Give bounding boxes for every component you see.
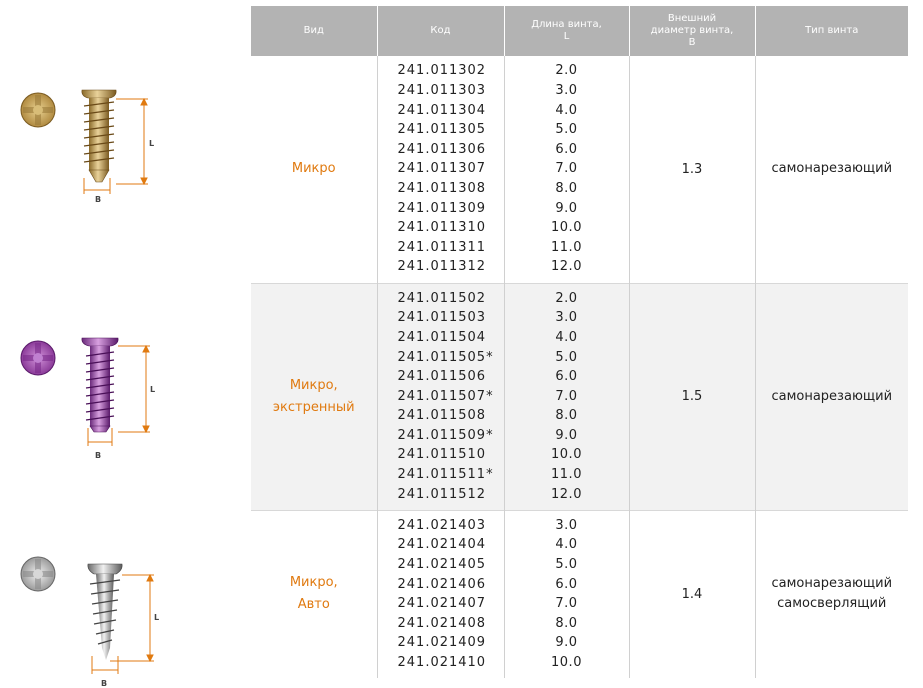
header-length: Длина винта, L bbox=[504, 6, 629, 56]
list-item: 9.0 bbox=[555, 200, 578, 216]
list-item: 10.0 bbox=[551, 447, 582, 463]
header-type: Тип винта bbox=[755, 6, 908, 56]
diameter-label: B bbox=[101, 679, 108, 688]
screw-type-value: самонарезающий bbox=[755, 283, 908, 510]
list-item: 12.0 bbox=[551, 486, 582, 502]
list-item: 241.011307 bbox=[397, 161, 487, 177]
diameter-value: 1.3 bbox=[629, 56, 755, 283]
list-item: 241.011312 bbox=[397, 259, 487, 275]
list-item: 3.0 bbox=[555, 310, 578, 326]
group-name: Микро, Авто bbox=[251, 510, 377, 678]
list-item: 8.0 bbox=[555, 408, 578, 424]
length-label: L bbox=[150, 385, 156, 394]
list-item: 241.021410 bbox=[397, 655, 487, 671]
codes-list bbox=[377, 56, 504, 283]
list-item: 8.0 bbox=[555, 181, 578, 197]
screw-illustration-micro bbox=[18, 86, 168, 206]
list-item: 7.0 bbox=[555, 596, 578, 612]
list-item: 241.011512 bbox=[397, 486, 487, 502]
lengths-list bbox=[504, 283, 629, 510]
list-item: 7.0 bbox=[555, 388, 578, 404]
list-item: 241.011310 bbox=[397, 220, 487, 236]
list-item: 241.021405 bbox=[397, 557, 487, 573]
list-item: 241.011304 bbox=[397, 102, 487, 118]
screw-type-value: самонарезающий самосверлящий bbox=[755, 510, 908, 678]
codes-list bbox=[377, 283, 504, 510]
screw-type-value: самонарезающий bbox=[755, 56, 908, 283]
list-item: 11.0 bbox=[551, 239, 582, 255]
list-item: 241.021407 bbox=[397, 596, 487, 612]
screw-head-top-view bbox=[21, 557, 55, 591]
list-item: 10.0 bbox=[551, 220, 582, 236]
list-item: 241.011505* bbox=[397, 349, 494, 365]
screw-spec-table bbox=[251, 6, 908, 678]
diameter-value: 1.4 bbox=[629, 510, 755, 678]
list-item: 8.0 bbox=[555, 615, 578, 631]
list-item: 241.011311 bbox=[397, 239, 487, 255]
list-item: 241.011302 bbox=[397, 63, 487, 79]
list-item: 241.011503 bbox=[397, 310, 487, 326]
lengths-list bbox=[504, 56, 629, 283]
screw-head-top-view bbox=[21, 341, 55, 375]
group-row-micro bbox=[251, 56, 908, 283]
list-item: 241.021409 bbox=[397, 635, 487, 651]
header-vid: Вид bbox=[251, 6, 377, 56]
list-item: 241.011509* bbox=[397, 427, 494, 443]
list-item: 241.021406 bbox=[397, 576, 487, 592]
diameter-value: 1.5 bbox=[629, 283, 755, 510]
list-item: 10.0 bbox=[551, 655, 582, 671]
list-item: 241.011305 bbox=[397, 122, 487, 138]
list-item: 241.011308 bbox=[397, 181, 487, 197]
list-item: 241.011306 bbox=[397, 141, 487, 157]
list-item: 241.021408 bbox=[397, 615, 487, 631]
list-item: 241.011502 bbox=[397, 290, 487, 306]
list-item: 4.0 bbox=[555, 102, 578, 118]
list-item: 4.0 bbox=[555, 537, 578, 553]
header-diameter: Внешний диаметр винта, B bbox=[629, 6, 755, 56]
screw-illustration-emergency bbox=[18, 334, 168, 464]
group-name: Микро, экстренный bbox=[251, 283, 377, 510]
group-row-auto bbox=[251, 510, 908, 678]
list-item: 241.011507* bbox=[397, 388, 494, 404]
list-item: 2.0 bbox=[555, 290, 578, 306]
group-row-emergency bbox=[251, 283, 908, 510]
list-item: 2.0 bbox=[555, 63, 578, 79]
list-item: 241.011506 bbox=[397, 369, 487, 385]
list-item: 9.0 bbox=[555, 635, 578, 651]
list-item: 11.0 bbox=[551, 467, 582, 483]
list-item: 241.011511* bbox=[397, 467, 494, 483]
list-item: 241.021403 bbox=[397, 517, 487, 533]
screw-illustration-auto bbox=[18, 556, 168, 688]
lengths-list bbox=[504, 510, 629, 678]
list-item: 7.0 bbox=[555, 161, 578, 177]
list-item: 9.0 bbox=[555, 427, 578, 443]
diameter-label: B bbox=[95, 451, 102, 460]
length-label: L bbox=[154, 613, 160, 622]
header-kod: Код bbox=[377, 6, 504, 56]
list-item: 241.011303 bbox=[397, 83, 487, 99]
list-item: 241.011510 bbox=[397, 447, 487, 463]
table-header-row bbox=[251, 6, 908, 56]
codes-list bbox=[377, 510, 504, 678]
list-item: 6.0 bbox=[555, 369, 578, 385]
list-item: 241.011508 bbox=[397, 408, 487, 424]
list-item: 241.011504 bbox=[397, 329, 487, 345]
list-item: 3.0 bbox=[555, 83, 578, 99]
list-item: 241.021404 bbox=[397, 537, 487, 553]
list-item: 5.0 bbox=[555, 122, 578, 138]
list-item: 5.0 bbox=[555, 349, 578, 365]
list-item: 12.0 bbox=[551, 259, 582, 275]
screw-head-top-view bbox=[21, 93, 55, 127]
list-item: 6.0 bbox=[555, 141, 578, 157]
list-item: 6.0 bbox=[555, 576, 578, 592]
list-item: 5.0 bbox=[555, 557, 578, 573]
list-item: 241.011309 bbox=[397, 200, 487, 216]
diameter-label: B bbox=[95, 195, 102, 204]
list-item: 4.0 bbox=[555, 329, 578, 345]
list-item: 3.0 bbox=[555, 517, 578, 533]
group-name: Микро bbox=[251, 56, 377, 283]
length-label: L bbox=[149, 139, 155, 148]
